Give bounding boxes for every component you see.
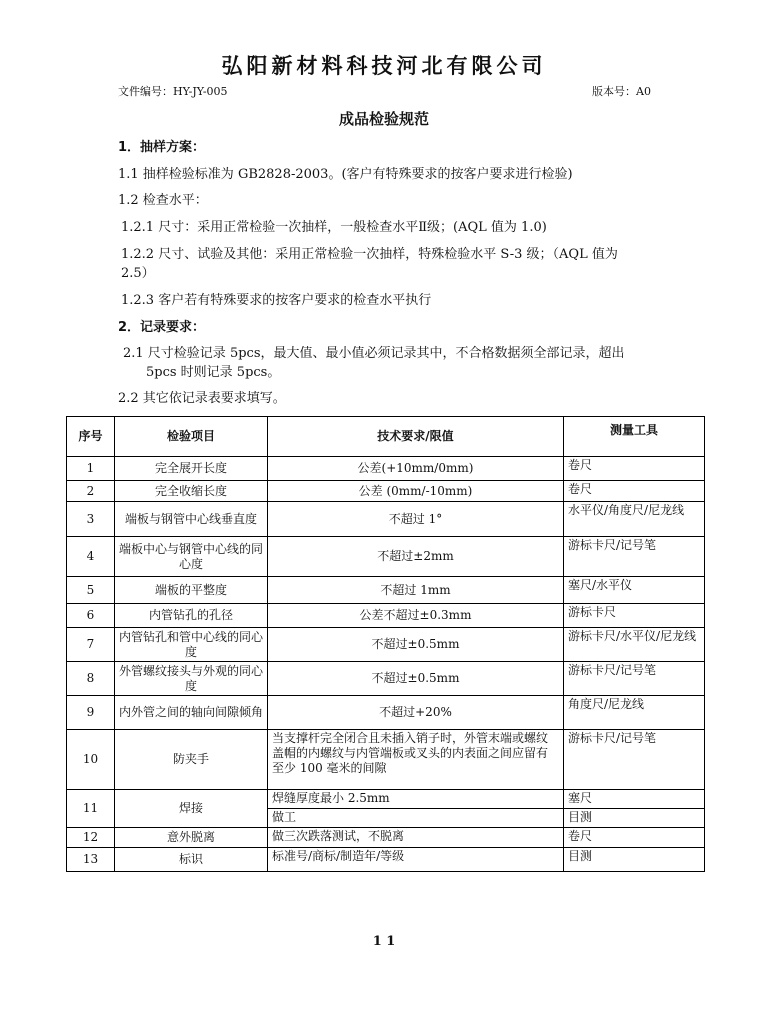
record-rule-line1: 2.1 尺寸检验记录 5pcs，最大值、最小值必须记录其中，不合格数据须全部记录，超出 — [123, 346, 625, 361]
table-row — [67, 848, 705, 872]
table-row — [67, 828, 705, 848]
row-requirement: 当支撑杆完全闭合且未插入销子时，外管末端或螺纹盖帽的内螺纹与内管端板或叉头的内表面之间应留有至少 100 毫米的间隙 — [268, 730, 564, 790]
table-row — [67, 457, 705, 481]
row-no: 4 — [67, 537, 115, 577]
row-item: 防夹手 — [115, 730, 268, 790]
row-tool: 目测 — [564, 809, 705, 828]
row-requirement: 不超过±2mm — [268, 537, 564, 577]
row-no: 7 — [67, 628, 115, 662]
test-level-line1: 1.2.2 尺寸、试验及其他：采用正常检验一次抽样，特殊检验水平 S-3 级；（AQL 值为 — [121, 247, 618, 262]
table-row — [67, 604, 705, 628]
table-row — [67, 662, 705, 696]
row-requirement: 焊缝厚度最小 2.5mm — [268, 790, 564, 809]
row-tool: 卷尺 — [564, 828, 705, 848]
table-row — [67, 628, 705, 662]
row-no: 3 — [67, 502, 115, 537]
row-no: 13 — [67, 848, 115, 872]
record-rule-other: 2.2 其它依记录表要求填写。 — [118, 391, 286, 406]
row-no: 8 — [67, 662, 115, 696]
test-level-line2: 2.5） — [121, 266, 155, 281]
row-item: 内管钻孔和管中心线的同心度 — [115, 628, 268, 662]
row-item: 完全收缩长度 — [115, 481, 268, 502]
record-rule-line2: 5pcs 时则记录 5pcs。 — [146, 365, 281, 380]
page-number: 1 1 — [372, 934, 396, 949]
row-requirement: 做三次跌落测试，不脱离 — [268, 828, 564, 848]
section1-heading: 1．抽样方案： — [118, 140, 206, 155]
document-title: 成品检验规范 — [338, 110, 429, 128]
row-requirement: 不超过+20% — [268, 696, 564, 730]
table-row — [67, 537, 705, 577]
row-requirement: 做工 — [268, 809, 564, 828]
dimension-level: 1.2.1 尺寸：采用正常检验一次抽样，一般检查水平Ⅱ级；(AQL 值为 1.0) — [121, 220, 547, 235]
row-requirement: 不超过 1° — [268, 502, 564, 537]
row-tool: 游标卡尺/记号笔 — [564, 662, 705, 696]
row-tool: 水平仪/角度尺/尼龙线 — [564, 502, 705, 537]
row-item: 端板的平整度 — [115, 577, 268, 604]
inspection-level-heading: 1.2 检查水平： — [118, 193, 208, 208]
table-row — [67, 790, 705, 809]
table-row — [67, 696, 705, 730]
row-no: 12 — [67, 828, 115, 848]
header-no: 序号 — [67, 417, 115, 457]
row-no: 11 — [67, 790, 115, 828]
row-tool: 目测 — [564, 848, 705, 872]
company-name: 弘阳新材料科技河北有限公司 — [221, 54, 547, 78]
row-no: 10 — [67, 730, 115, 790]
row-item: 端板与钢管中心线垂直度 — [115, 502, 268, 537]
row-item: 外管螺纹接头与外观的同心度 — [115, 662, 268, 696]
header-tool: 测量工具 — [564, 417, 705, 457]
row-tool: 塞尺/水平仪 — [564, 577, 705, 604]
row-no: 2 — [67, 481, 115, 502]
header-item: 检验项目 — [115, 417, 268, 457]
table-row — [67, 502, 705, 537]
row-tool: 塞尺 — [564, 790, 705, 809]
table-row — [67, 730, 705, 790]
row-requirement: 公差不超过±0.3mm — [268, 604, 564, 628]
row-item: 完全展开长度 — [115, 457, 268, 481]
row-tool: 角度尺/尼龙线 — [564, 696, 705, 730]
table-header-row — [67, 417, 705, 457]
row-tool: 游标卡尺/水平仪/尼龙线 — [564, 628, 705, 662]
version-number: 版本号：A0 — [592, 85, 651, 98]
row-item: 内管钻孔的孔径 — [115, 604, 268, 628]
row-item: 端板中心与钢管中心线的同心度 — [115, 537, 268, 577]
customer-level: 1.2.3 客户若有特殊要求的按客户要求的检查水平执行 — [121, 293, 432, 308]
row-tool: 游标卡尺 — [564, 604, 705, 628]
row-no: 6 — [67, 604, 115, 628]
row-item: 内外管之间的轴向间隙倾角 — [115, 696, 268, 730]
table-row — [67, 481, 705, 502]
row-tool: 游标卡尺/记号笔 — [564, 537, 705, 577]
row-no: 9 — [67, 696, 115, 730]
row-requirement: 标准号/商标/制造年/等级 — [268, 848, 564, 872]
row-no: 5 — [67, 577, 115, 604]
row-tool: 卷尺 — [564, 481, 705, 502]
row-item: 焊接 — [115, 790, 268, 828]
row-requirement: 公差 (0mm/-10mm) — [268, 481, 564, 502]
row-requirement: 不超过 1mm — [268, 577, 564, 604]
inspection-table — [66, 416, 705, 872]
row-item: 意外脱离 — [115, 828, 268, 848]
table-row — [67, 577, 705, 604]
row-requirement: 不超过±0.5mm — [268, 662, 564, 696]
row-tool: 卷尺 — [564, 457, 705, 481]
header-requirement: 技术要求/限值 — [268, 417, 564, 457]
row-item: 标识 — [115, 848, 268, 872]
section2-heading: 2．记录要求： — [118, 320, 206, 335]
row-tool: 游标卡尺/记号笔 — [564, 730, 705, 790]
row-requirement: 公差(+10mm/0mm) — [268, 457, 564, 481]
document-number: 文件编号：HY-JY-005 — [118, 85, 228, 98]
sampling-standard: 1.1 抽样检验标准为 GB2828-2003。(客户有特殊要求的按客户要求进行检验) — [118, 167, 573, 182]
row-no: 1 — [67, 457, 115, 481]
row-requirement: 不超过±0.5mm — [268, 628, 564, 662]
